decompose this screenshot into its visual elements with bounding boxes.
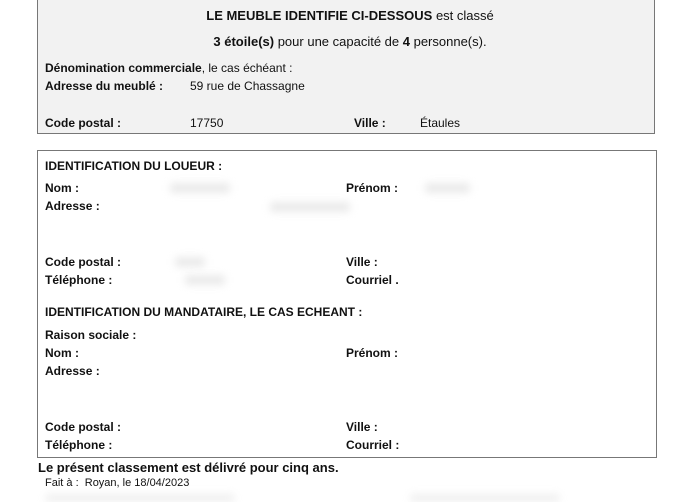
loueur-prenom-label: Prénom : [346,181,399,195]
persons-text: personne(s). [413,34,487,49]
adresse-meuble-label: Adresse du meublé : [45,79,164,93]
identification-box [37,150,657,458]
mandataire-code-postal-label: Code postal : [45,420,122,434]
redacted-adresse [270,202,350,212]
classification-line-1 [0,8,700,23]
mandataire-prenom-label: Prénom : [346,346,399,360]
denomination-suffix: , le cas échéant : [201,61,293,75]
loueur-title: IDENTIFICATION DU LOUEUR : [45,159,223,173]
ville-meuble-value: Étaules [420,116,461,130]
loueur-ville-label: Ville : [346,255,378,269]
denomination-row [45,61,292,75]
loueur-nom-label: Nom : [45,181,79,195]
redacted-telephone [185,275,225,285]
validity-statement: Le présent classement est délivré pour cinq ans. [38,460,339,475]
mandataire-adresse-label: Adresse : [45,364,100,378]
cutoff-text-left [45,494,235,502]
mandataire-title: IDENTIFICATION DU MANDATAIRE, LE CAS ECHEANT : [45,305,363,319]
mandataire-nom-label: Nom : [45,346,79,360]
cutoff-text-right [410,494,560,502]
capacity-text: pour une capacité de [274,34,403,49]
stars-value: 3 étoile(s) [213,34,275,49]
mandataire-telephone-label: Téléphone : [45,438,113,452]
fait-value: Royan, le 18/04/2023 [84,477,190,489]
adresse-meuble-value: 59 rue de Chassagne [190,79,305,93]
capacity-value: 4 [402,34,414,49]
signed-row [45,477,189,489]
redacted-nom [170,183,230,193]
fait-label: Fait à : [45,477,79,489]
loueur-courriel-label: Courriel . [346,273,399,287]
loueur-code-postal-label: Code postal : [45,255,122,269]
mandataire-ville-label: Ville : [346,420,378,434]
redacted-prenom [425,183,470,193]
classification-heading-rest: est classé [432,8,494,23]
classification-line-2 [0,34,700,49]
code-postal-meuble-label: Code postal : [45,116,122,130]
loueur-telephone-label: Téléphone : [45,273,113,287]
denomination-label: Dénomination commerciale [45,61,202,75]
ville-meuble-label: Ville : [354,116,386,130]
mandataire-raison-label: Raison sociale : [45,328,137,342]
classification-heading: LE MEUBLE IDENTIFIE CI-DESSOUS [206,8,433,23]
mandataire-courriel-label: Courriel : [346,438,400,452]
redacted-code-postal [175,257,205,267]
loueur-adresse-label: Adresse : [45,199,100,213]
code-postal-meuble-value: 17750 [190,116,224,130]
